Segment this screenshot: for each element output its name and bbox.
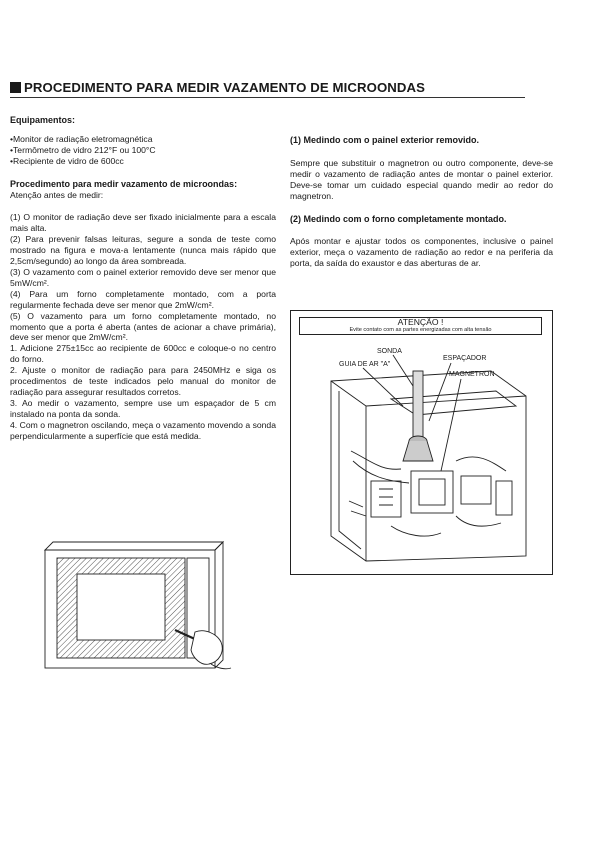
left-column <box>10 115 276 441</box>
procedure-step: 3. Ao medir o vazamento, sempre use um espaçador de 5 cm instalado na ponta da sonda. <box>10 397 276 419</box>
equipment-list <box>10 134 276 167</box>
procedure-step: (5) O vazamento para um forno completamente montado, no momento que a porta é aberta (antes de acionar a chave primária), deve ser menor que 2mW/cm². <box>10 310 276 343</box>
procedure-step: 1. Adicione 275±15cc ao recipiente de 600cc e coloque-o no centro do forno. <box>10 343 276 365</box>
procedure-step: (4) Para um forno completamente montado, com a porta regularmente fechada deve ser menor que 2mW/cm². <box>10 288 276 310</box>
procedure-steps <box>10 212 276 441</box>
equipment-item: • Monitor de radiação eletromagnética <box>10 134 276 145</box>
procedure-step: 4. Com o magnetron oscilando, meça o vazamento movendo a sonda perpendicularmente a superfície que está medida. <box>10 419 276 441</box>
label-guia-de-ar: GUIA DE AR "A" <box>339 361 391 368</box>
label-sonda: SONDA <box>377 348 402 355</box>
equipamentos-heading: Equipamentos: <box>10 115 76 125</box>
warning-text: Evite contato com as partes energizadas com alta tensão <box>349 327 492 333</box>
procedure-step: (3) O vazamento com o painel exterior removido deve ser menor que 5mW/cm². <box>10 266 276 288</box>
equipment-item: • Termômetro de vidro 212°F ou 100°C <box>10 145 276 156</box>
label-espacador: ESPAÇADOR <box>443 355 487 362</box>
magnetron-figure <box>290 310 553 575</box>
magnetron-drawing <box>291 311 552 574</box>
square-bullet-icon <box>10 82 21 93</box>
warning-title: ATENÇÃO ! <box>397 317 444 327</box>
right-column <box>290 135 553 281</box>
section-heading-fully-assembled: (2) Medindo com o forno completamente montado. <box>290 213 507 224</box>
procedure-step: 2. Ajuste o monitor de radiação para para 2450MHz e siga os procedimentos de teste indicados pelo manual do monitor de radiação para assegurar resultados corretos. <box>10 365 276 397</box>
oven-door-figure <box>35 530 235 680</box>
section-text-exterior-removed: Sempre que substituir o magnetron ou outro componente, deve-se medir o vazamento de radiação antes de montar o painel exterior. Deve-se tomar um cuidado especial quando medir ao redor do magnetron. <box>290 157 553 201</box>
page-title <box>10 80 480 95</box>
equipment-item: • Recipiente de vidro de 600cc <box>10 156 276 167</box>
procedure-step: (1) O monitor de radiação deve ser fixado inicialmente para a escala mais alta. <box>10 212 276 234</box>
procedure-step: (2) Para prevenir falsas leituras, segure a sonda de teste como mostrado na figura e mova-a lentamente (nunca mais rápido que 2,5cm/segundo) ao longo da área sombreada. <box>10 234 276 267</box>
section-heading-exterior-removed: (1) Medindo com o painel exterior removido. <box>290 135 480 145</box>
page-title-text: PROCEDIMENTO PARA MEDIR VAZAMENTO DE MICROONDAS <box>24 80 426 95</box>
section-text-fully-assembled: Após montar e ajustar todos os componentes, inclusive o painel exterior, meça o vazamento de radiação ao redor e na periferia da porta, da saída do exaustor e das aberturas de ar. <box>290 236 553 269</box>
procedure-intro: Atenção antes de medir: <box>10 189 104 200</box>
label-magnetron: MAGNETRON <box>449 371 495 378</box>
title-rule <box>10 97 525 98</box>
procedure-heading: Procedimento para medir vazamento de microondas: <box>10 178 238 189</box>
